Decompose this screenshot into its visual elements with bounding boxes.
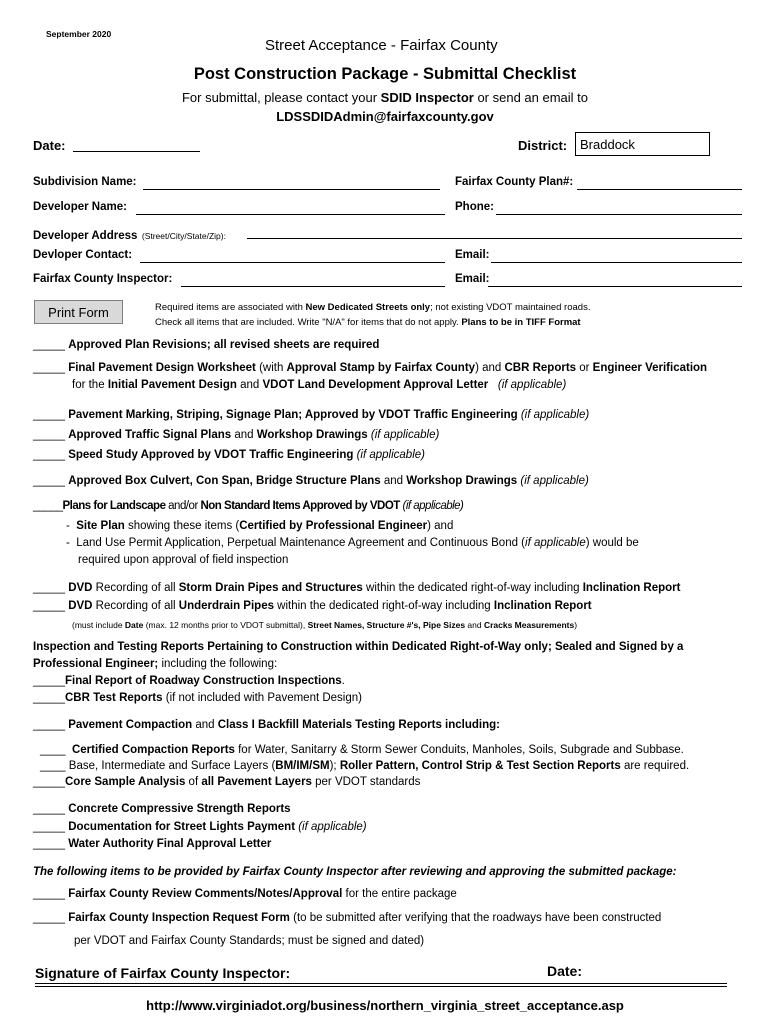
signature-rule xyxy=(35,986,727,987)
list-item: _____ Approved Box Culvert, Con Span, Bridge Structure Plans and Workshop Drawings (if applicable) xyxy=(33,475,589,487)
date-label: Date: xyxy=(33,138,66,153)
list-item: _____ Final Pavement Design Worksheet (with Approval Stamp by Fairfax County) and CBR Reports or Engineer Verification xyxy=(33,362,708,374)
list-item: _____ Approved Plan Revisions; all revised sheets are required xyxy=(33,339,380,351)
list-item-continued: per VDOT and Fairfax County Standards; must be signed and dated) xyxy=(74,935,425,947)
note-required: Required items are associated with New Dedicated Streets only; not existing VDOT maintained roads. xyxy=(155,302,591,313)
list-item: _____Plans for Landscape and/or Non Standard Items Approved by VDOT (if applicable) xyxy=(33,500,464,512)
list-item: _____ DVD Recording of all Storm Drain Pipes and Structures within the dedicated right-of-way including Inclination Report xyxy=(33,582,681,594)
list-item: _____Core Sample Analysis of all Pavement Layers per VDOT standards xyxy=(33,776,421,788)
developer-label: Developer Name: xyxy=(33,201,127,213)
list-item: _____ Approved Traffic Signal Plans and Workshop Drawings (if applicable) xyxy=(33,429,440,441)
inspector-field[interactable] xyxy=(181,286,445,287)
sub-item: - Land Use Permit Application, Perpetual Maintenance Agreement and Continuous Bond (if applicable) would be xyxy=(66,537,639,549)
email2-label: Email: xyxy=(455,273,490,285)
signature-field[interactable] xyxy=(35,983,727,984)
contact-label: Devloper Contact: xyxy=(33,249,133,261)
list-item: _____ Documentation for Street Lights Payment (if applicable) xyxy=(33,821,367,833)
list-item: _____Final Report of Roadway Construction Inspections. xyxy=(33,675,345,687)
contact-field[interactable] xyxy=(140,262,445,263)
sub-item-continued: required upon approval of field inspection xyxy=(78,554,289,566)
list-item: _____CBR Test Reports (if not included with Pavement Design) xyxy=(33,692,362,704)
inspector-label: Fairfax County Inspector: xyxy=(33,273,173,285)
plan-field[interactable] xyxy=(577,189,742,190)
address-field[interactable] xyxy=(247,238,742,239)
footer-url[interactable]: http://www.virginiadot.org/business/northern_virginia_street_acceptance.asp xyxy=(146,998,624,1013)
page-title: Post Construction Package - Submittal Checklist xyxy=(193,65,577,83)
list-item-continued: for the Initial Pavement Design and VDOT Land Development Approval Letter (if applicable) xyxy=(72,379,567,391)
inspection-heading-continued: Professional Engineer; including the following: xyxy=(33,658,278,670)
phone-field[interactable] xyxy=(496,214,742,215)
developer-field[interactable] xyxy=(136,214,445,215)
contact-line: For submittal, please contact your SDID Inspector or send an email to xyxy=(181,90,589,105)
print-form-button[interactable]: Print Form xyxy=(34,300,123,324)
list-item: _____ Pavement Compaction and Class I Backfill Materials Testing Reports including: xyxy=(33,719,500,731)
signature-label: Signature of Fairfax County Inspector: xyxy=(35,965,291,981)
district-field[interactable]: Braddock xyxy=(575,132,710,156)
signature-date-label: Date: xyxy=(547,963,583,979)
list-item: ____ Certified Compaction Reports for Water, Sanitarry & Storm Sewer Conduits, Manholes, Soils, Subgrade and Subbase. xyxy=(40,744,684,756)
email-field[interactable] xyxy=(491,262,742,263)
plan-label: Fairfax County Plan#: xyxy=(455,176,574,188)
list-item: _____ Speed Study Approved by VDOT Traffic Engineering (if applicable) xyxy=(33,449,425,461)
email2-field[interactable] xyxy=(488,286,742,287)
inspection-heading: Inspection and Testing Reports Pertaining to Construction within Dedicated Right-of-Way only; Sealed and Signed by a xyxy=(33,641,684,653)
sub-item: - Site Plan showing these items (Certified by Professional Engineer) and xyxy=(66,520,454,532)
list-item: _____ Water Authority Final Approval Letter xyxy=(33,838,272,850)
list-item: ____ Base, Intermediate and Surface Layers (BM/IM/SM); Roller Pattern, Control Strip & Test Section Reports are required. xyxy=(40,760,690,772)
subdivision-label: Subdivision Name: xyxy=(33,176,137,188)
list-item: _____ Concrete Compressive Strength Reports xyxy=(33,803,291,815)
document-date: September 2020 xyxy=(46,29,112,39)
email-label: Email: xyxy=(455,249,490,261)
list-item: _____ Pavement Marking, Striping, Signage Plan; Approved by VDOT Traffic Engineering (if applicable) xyxy=(33,409,590,421)
list-item: _____ DVD Recording of all Underdrain Pipes within the dedicated right-of-way including Inclination Report xyxy=(33,600,592,612)
phone-label: Phone: xyxy=(455,201,494,213)
list-item: _____ Fairfax County Inspection Request Form (to be submitted after verifying that the roadways have been constructed xyxy=(33,912,662,924)
date-field[interactable] xyxy=(73,151,200,152)
subdivision-field[interactable] xyxy=(143,189,440,190)
inspector-items-heading: The following items to be provided by Fairfax County Inspector after reviewing and approving the submitted package: xyxy=(33,866,677,878)
list-item: _____ Fairfax County Review Comments/Notes/Approval for the entire package xyxy=(33,888,457,900)
address-label: Developer Address (Street/City/State/Zip): xyxy=(33,230,226,242)
note-check: Check all items that are included. Write "N/A" for items that do not apply. Plans to be in TIFF Format xyxy=(155,317,581,328)
contact-email: LDSSDIDAdmin@fairfaxcounty.gov xyxy=(276,109,494,124)
agency-title: Street Acceptance - Fairfax County xyxy=(265,37,498,54)
dvd-note: (must include Date (max. 12 months prior to VDOT submittal), Street Names, Structure #'s, Pipe Sizes and Cracks Measurements) xyxy=(72,620,578,630)
district-label: District: xyxy=(518,138,568,153)
